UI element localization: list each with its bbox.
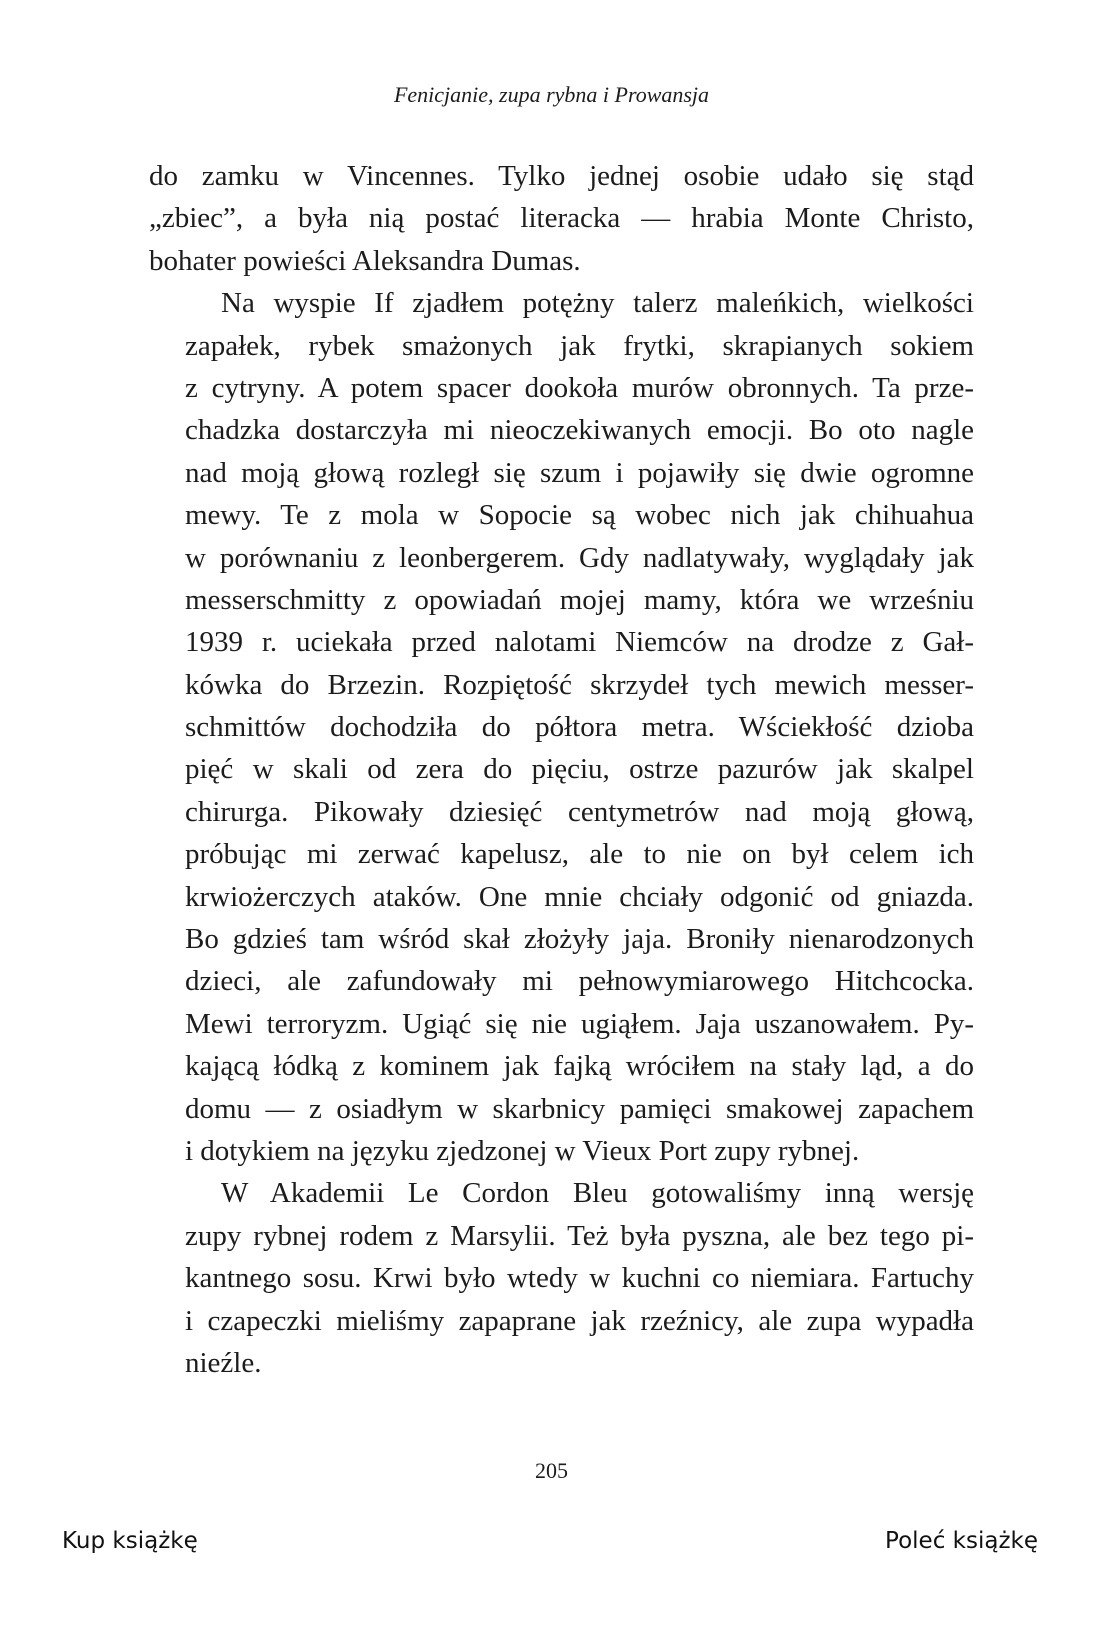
buy-book-link[interactable]: Kup książkę — [62, 1528, 198, 1554]
text-line: mewy. Te z mola w Sopocie są wobec nich jak chihuahua — [185, 499, 974, 532]
text-line: w porównaniu z leonbergerem. Gdy nadlatywały, wyglądały jak — [185, 541, 974, 574]
text-line: zupy rybnej rodem z Marsylii. Też była pyszna, ale bez tego pi- — [185, 1219, 974, 1252]
text-line: chadzka dostarczyła mi nieoczekiwanych emocji. Bo oto nagle — [185, 414, 974, 447]
text-line: Na wyspie If zjadłem potężny talerz maleńkich, wielkości — [221, 287, 974, 320]
paragraph-1 — [149, 155, 974, 282]
text-line: messerschmitty z opowiadań mojej mamy, która we wrześniu — [185, 583, 974, 616]
text-line: pięć w skali od zera do pięciu, ostrze pazurów jak skalpel — [185, 753, 974, 786]
paragraph-3 — [149, 1172, 974, 1384]
text-line: kówka do Brzezin. Rozpiętość skrzydeł tych mewich messer- — [185, 668, 974, 701]
text-line: z cytryny. A potem spacer dookoła murów obronnych. Ta prze- — [185, 371, 974, 404]
text-line: nad moją głową rozległ się szum i pojawiły się dwie ogromne — [185, 456, 974, 489]
text-line: i dotykiem na języku zjedzonej w Vieux Port zupy rybnej. — [185, 1134, 860, 1167]
text-line: Mewi terroryzm. Ugiąć się nie ugiąłem. Jaja uszanowałem. Py- — [185, 1007, 974, 1040]
text-line: W Akademii Le Cordon Bleu gotowaliśmy inną wersję — [221, 1177, 974, 1210]
text-line: krwiożerczych ataków. One mnie chciały odgonić od gniazda. — [185, 880, 974, 913]
text-line: zapałek, rybek smażonych jak frytki, skrapianych sokiem — [185, 329, 974, 362]
text-line: 1939 r. uciekała przed nalotami Niemców na drodze z Gał- — [185, 626, 974, 659]
text-line: schmittów dochodziła do półtora metra. Wściekłość dzioba — [185, 711, 974, 744]
paragraph-2 — [149, 282, 974, 1172]
text-line: i czapeczki mieliśmy zapaprane jak rzeźnicy, ale zupa wypadła — [185, 1304, 974, 1337]
text-line: kantnego sosu. Krwi było wtedy w kuchni co niemiara. Fartuchy — [185, 1262, 974, 1295]
recommend-book-link[interactable]: Poleć książkę — [885, 1528, 1038, 1554]
text-line: dzieci, ale zafundowały mi pełnowymiarowego Hitchcocka. — [185, 965, 974, 998]
text-line: chirurga. Pikowały dziesięć centymetrów nad moją głową, — [185, 795, 974, 828]
text-line: kającą łódką z kominem jak fajką wróciłem na stały ląd, a do — [185, 1050, 974, 1083]
text-line: próbując mi zerwać kapelusz, ale to nie on był celem ich — [185, 838, 974, 871]
text-line: do zamku w Vincennes. Tylko jednej osobie udało się stąd — [149, 160, 974, 192]
text-line: „zbiec”, a była nią postać literacka — hrabia Monte Christo, — [149, 202, 974, 235]
page-number: 205 — [535, 1458, 568, 1483]
text-line: bohater powieści Aleksandra Dumas. — [149, 244, 581, 277]
text-line: domu — z osiadłym w skarbnicy pamięci smakowej zapachem — [185, 1092, 974, 1125]
text-line: nieźle. — [185, 1346, 262, 1379]
text-line: Bo gdzieś tam wśród skał złożyły jaja. Broniły nienarodzonych — [185, 923, 974, 956]
running-head: Fenicjanie, zupa rybna i Prowansja — [393, 82, 710, 107]
body-text — [149, 155, 974, 1384]
